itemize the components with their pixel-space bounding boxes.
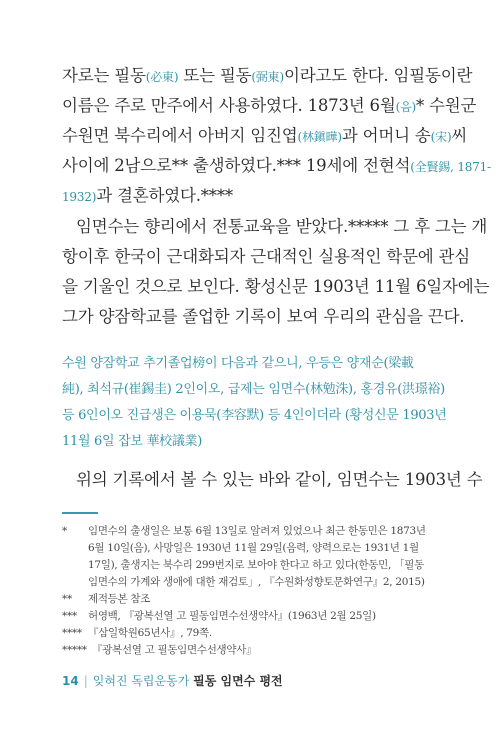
footnote-marker: ***** [62,644,87,656]
paragraph-line: 항이후 한국이 근대화되자 근대적인 실용적인 학문에 관심 [62,247,471,266]
paragraph-line: 위의 기록에서 볼 수 있는 바와 같이, 임면수는 1903년 수 [76,470,483,489]
text: 사이에 2남으로** 출생하였다.*** 19세에 전현석 [62,156,411,175]
footnote-text: 허영백, 『광복선열 고 필동임면수선생약사』(1963년 2월 25일) [88,610,376,622]
footnote-text: 6월 10일(음), 사망일은 1930년 11월 29일(음력, 양력으로는 1931년 1월 [88,542,419,554]
book-title: 필동 임면수 평전 [193,674,283,688]
footnote [62,524,440,539]
footnote [62,592,440,607]
hanja-annotation: 1932) [62,190,97,204]
text: 과 결혼하였다.**** [96,186,233,205]
footnote-marker: ** [62,593,72,605]
text: 자로는 필동 [62,66,146,85]
footnote [62,643,440,658]
footnote [62,626,440,641]
hanja-annotation: (林鎭曄) [297,130,342,144]
footnote [62,609,440,624]
paragraph-line: 을 기울인 것으로 보인다. 황성신문 1903년 11월 6일자에는 [62,277,490,296]
page-footer [62,672,283,689]
paragraph-line [62,154,491,179]
paragraph-line: 임면수는 향리에서 전통교육을 받았다.***** 그 후 그는 개 [76,217,488,236]
hanja-annotation: (宋) [430,130,452,144]
quote-line: 등 6인이오 진급생은 이용묵(李容默) 등 4인이더라 (황성신문 1903년 [62,408,447,423]
paragraph-line [62,94,477,119]
footnote-text: 제적등본 참조 [88,593,151,605]
footnote-text: 『광복선열 고 필동임면수선생약사』 [92,644,257,656]
footnote-marker: * [62,525,67,537]
footnote-text: 임면수의 가계와 생애에 대한 재검토」, 『수원화성향토문화연구』2, 2015) [88,576,425,588]
page-number: 14 [62,674,79,688]
text: 씨 [451,126,468,145]
text: * 수원군 [415,96,477,115]
paragraph-line: 그가 양잠학교를 졸업한 기록이 보여 우리의 관심을 끈다. [62,307,465,326]
hanja-annotation: (全賢錫, 1871- [410,160,491,174]
paragraph-line [62,184,434,209]
footnote-marker: *** [62,610,77,622]
quote-line: 11월 6일 잡보 華校議業) [62,434,203,449]
text: 이름은 주로 만주에서 사용하였다. 1873년 6월 [62,96,396,115]
hanja-annotation: (음) [395,100,416,114]
footnote-text: 17일), 출생지는 북수리 299번지로 보아야 한다고 하고 있다(한동민, 「필동 [88,559,424,571]
text: 과 어머니 송 [341,126,431,145]
footnote-divider [62,512,98,514]
text: 또는 필동 [178,66,252,85]
paragraph-line [62,124,468,149]
footer-separator: | [83,674,88,688]
footnote-text: 임면수의 출생일은 보통 6월 13일로 알려져 있었으나 최근 한동민은 1873년 [88,525,426,537]
quote-line: 純), 최석규(崔錫圭) 2인이오, 급제는 임면수(林勉洙), 홍경유(洪璟裕) [62,382,445,397]
text: 이라고도 한다. 임필동이란 [283,66,473,85]
hanja-annotation: (弼東) [251,70,284,84]
footnote-text: 『삼일학원65년사』, 79쪽. [88,627,212,639]
hanja-annotation: (必東) [145,70,179,84]
quote-line: 수원 양잠학교 추기졸업榜이 다음과 같으니, 우등은 양재순(梁載 [62,356,414,371]
paragraph-line [62,64,473,89]
series-title: 잊혀진 독립운동가 [92,674,190,688]
footnote-marker: **** [62,627,82,639]
text: 수원면 북수리에서 아버지 임진엽 [62,126,298,145]
